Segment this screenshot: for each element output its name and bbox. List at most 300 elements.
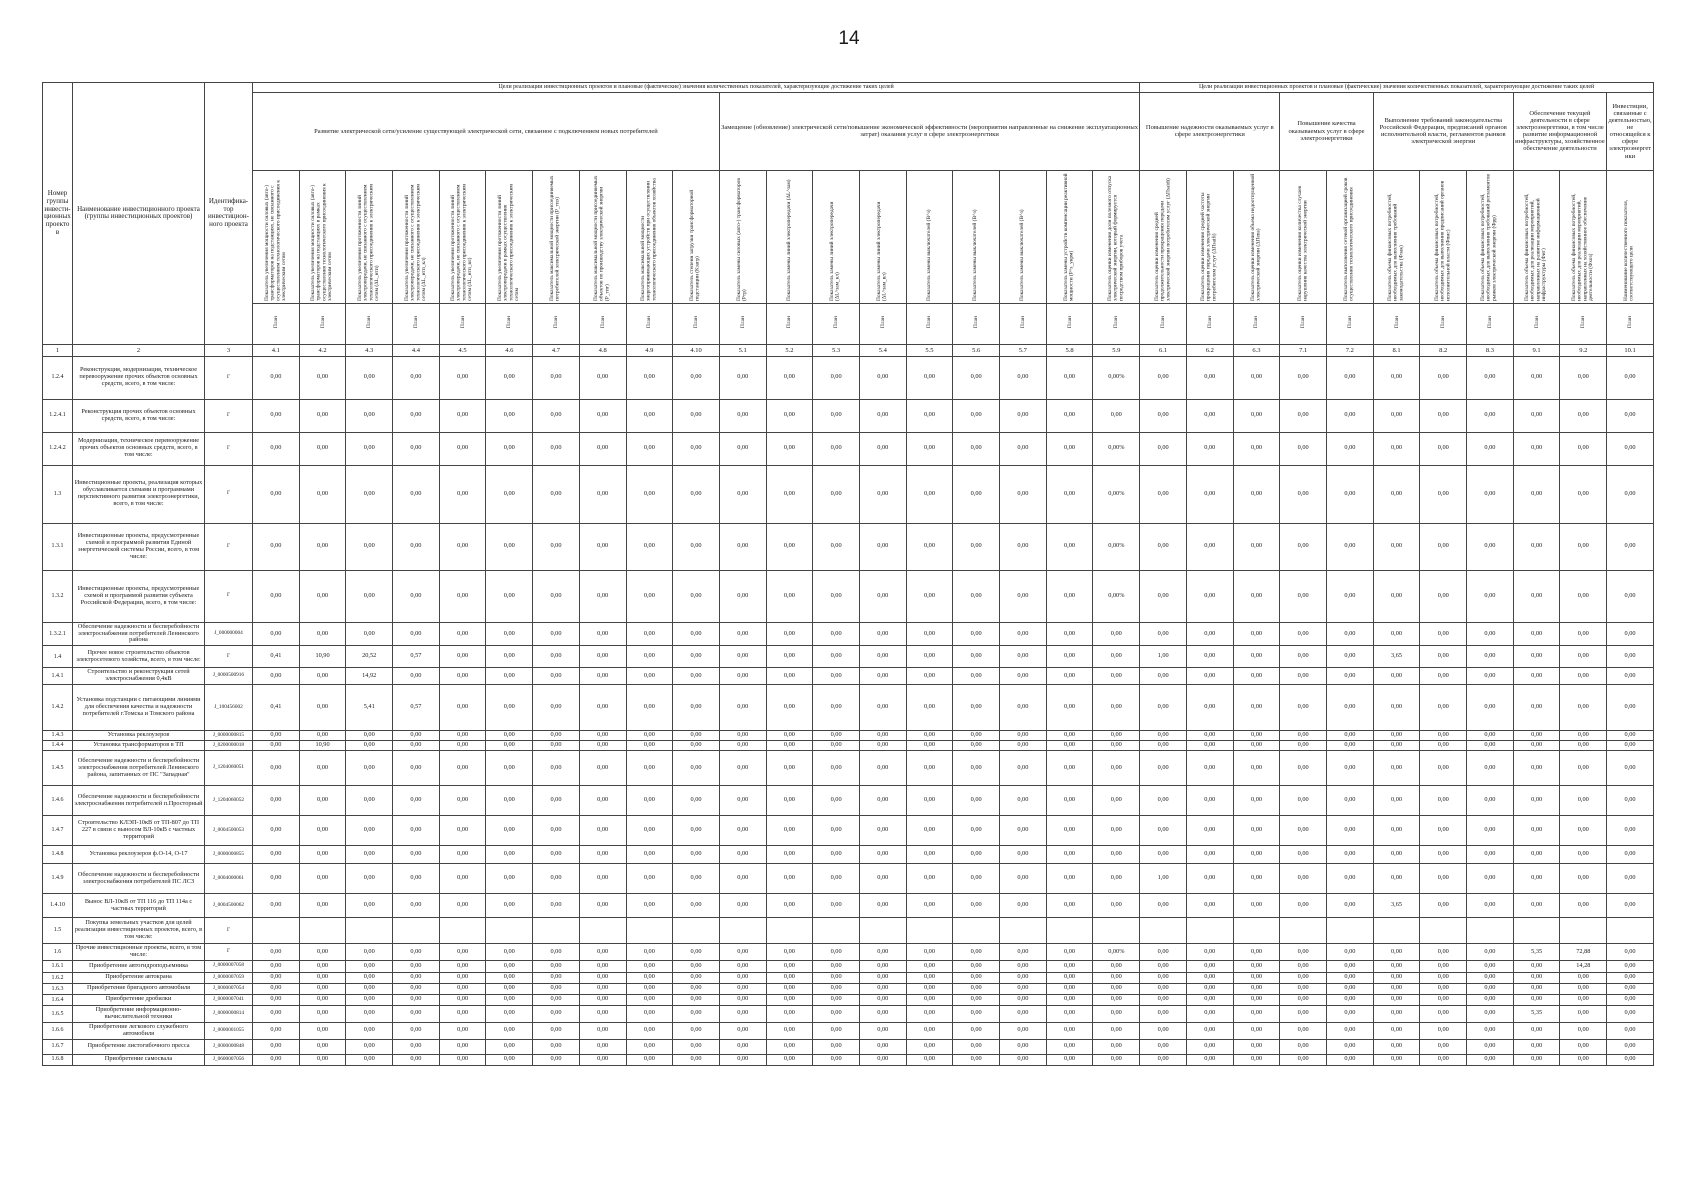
row-value: 0,00 [1186, 685, 1233, 731]
row-value: 0,00 [953, 731, 1000, 741]
row-value: 0,00 [1000, 994, 1047, 1005]
row-value: 0,00 [1280, 646, 1327, 668]
row-value: 0,00 [766, 1054, 813, 1065]
row-value: 0,00 [1186, 1005, 1233, 1022]
row-value: 0,00 [1420, 894, 1467, 918]
row-value: 0,00 [1280, 816, 1327, 846]
row-value: 0,00 [1233, 646, 1280, 668]
row-value: 0,00 [1467, 864, 1514, 894]
row-value: 0,00 [1467, 786, 1514, 816]
header-identifier: Идентифика-тор инвестицион-ного проекта [205, 83, 253, 345]
indicator-header-label: Показатель увеличения мощности силовых (авто-) трансформаторов на подстанциях в рамках осуществления технологического присоединения к электрическим сетям [310, 182, 334, 301]
row-value: 0,00 [1513, 786, 1560, 816]
row-project-name: Приобретение автокрана [73, 972, 205, 983]
row-value: 0,00 [579, 741, 626, 751]
row-value: 0,00 [1560, 983, 1607, 994]
row-value: 0,00 [1607, 432, 1654, 465]
row-value: 0,00 [1373, 960, 1420, 972]
row-value: 0,00 [859, 972, 906, 983]
row-value: 0,00 [253, 1039, 300, 1054]
row-value: 0,00 [253, 741, 300, 751]
row-value: 0,00 [1327, 751, 1374, 786]
row-value: 0,00 [1233, 399, 1280, 432]
row-value: 0,00 [253, 356, 300, 399]
row-value: 0,00 [1093, 646, 1140, 668]
row-value: 0,00 [393, 668, 440, 685]
row-value: 0,00 [719, 894, 766, 918]
row-value: 0,00 [906, 1005, 953, 1022]
row-value: 0,00 [1607, 1054, 1654, 1065]
row-value: 0,00 [1046, 622, 1093, 646]
indicator-header-label: Показатель увеличения протяженности линий электропередачи в рамках осуществления технологического присоединения к электрическим сетям [496, 183, 520, 301]
row-identifier: J_1204060052 [205, 786, 253, 816]
row-value: 0,00 [673, 994, 720, 1005]
row-value [1140, 918, 1187, 944]
row-value: 0,00 [1280, 668, 1327, 685]
row-value: 0,00 [253, 864, 300, 894]
row-value: 0,00 [673, 399, 720, 432]
row-value: 0,00 [1513, 465, 1560, 523]
row-value: 0,00 [1186, 646, 1233, 668]
row-value: 0,00 [439, 356, 486, 399]
row-value: 0,00 [673, 983, 720, 994]
row-value: 0,00 [393, 1005, 440, 1022]
row-value: 0,00 [813, 864, 860, 894]
row-value: 0,00 [1607, 944, 1654, 961]
row-value: 0,00 [766, 399, 813, 432]
table-row [43, 960, 1654, 972]
row-value: 0,00 [299, 622, 346, 646]
row-value: 0,00 [1607, 960, 1654, 972]
row-value [626, 918, 673, 944]
row-value: 0,00 [1560, 668, 1607, 685]
row-value: 0,00 [953, 751, 1000, 786]
row-value: 0,00 [439, 983, 486, 994]
row-value: 0,00 [346, 523, 393, 570]
row-value: 0,00 [1420, 786, 1467, 816]
header-goals-b: Цели реализации инвестиционных проектов и плановые (фактические) значения количественных показателей, характеризующие достижение таких целей [1140, 83, 1654, 93]
row-value: 0,00 [1373, 741, 1420, 751]
row-value: 0,00 [953, 646, 1000, 668]
row-value: 0,00 [1467, 1005, 1514, 1022]
row-value: 0,00 [906, 356, 953, 399]
row-value: 0,00 [1560, 994, 1607, 1005]
row-value: 0,00 [1607, 356, 1654, 399]
row-value: 0,00 [1140, 1022, 1187, 1039]
row-value: 0,00 [439, 846, 486, 864]
row-value: 0,00 [1233, 622, 1280, 646]
row-value: 0,00 [1233, 523, 1280, 570]
row-value: 0,00 [299, 570, 346, 622]
row-value: 0,00 [1607, 646, 1654, 668]
row-value: 0,00 [906, 399, 953, 432]
indicator-header-label: Показатель объема финансовых потребностей, необходимых для реализации мероприятий, направленных на хозяйственное обеспечение деятельности (Фхоз) [1570, 193, 1594, 301]
row-value: 0,00 [1327, 1022, 1374, 1039]
row-value: 20,52 [346, 646, 393, 668]
row-value: 0,00 [579, 523, 626, 570]
row-value: 0,00 [1000, 731, 1047, 741]
row-value: 0,00 [1046, 972, 1093, 983]
row-value: 0,00 [299, 972, 346, 983]
row-value: 0,00 [439, 751, 486, 786]
row-value: 5,41 [346, 685, 393, 731]
row-value: 0,00 [1000, 1039, 1047, 1054]
row-value: 0,00 [1140, 786, 1187, 816]
row-value: 0,00 [1513, 399, 1560, 432]
row-value: 0,00 [766, 1005, 813, 1022]
row-value: 0,00 [299, 983, 346, 994]
row-value: 0,00 [953, 944, 1000, 961]
plan-label: План [973, 316, 980, 329]
row-value: 0,00 [766, 983, 813, 994]
row-value: 0,00 [1280, 731, 1327, 741]
row-value: 0,00 [1000, 646, 1047, 668]
row-value: 0,00 [393, 399, 440, 432]
row-value: 0,00 [1513, 570, 1560, 622]
row-value: 0,00 [579, 685, 626, 731]
row-value: 0,00 [299, 960, 346, 972]
row-value: 0,00 [1000, 816, 1047, 846]
row-value: 0,00 [1420, 356, 1467, 399]
plan-label: План [786, 316, 793, 329]
plan-header [953, 303, 1000, 344]
row-value: 0,00 [1186, 786, 1233, 816]
row-value: 0,00 [673, 816, 720, 846]
row-value: 0,00 [1560, 432, 1607, 465]
column-number: 4.1 [253, 344, 300, 356]
row-value: 0,00 [1046, 994, 1093, 1005]
row-value: 0,00 [1186, 1039, 1233, 1054]
row-value: 0,00 [1467, 751, 1514, 786]
row-value: 0,00 [1467, 1054, 1514, 1065]
row-value: 0,00 [533, 622, 580, 646]
row-identifier: J_0000001055 [205, 1022, 253, 1039]
row-value: 0,00 [859, 786, 906, 816]
row-value: 0,00 [1373, 751, 1420, 786]
table-row [43, 918, 1654, 944]
row-value: 0,00 [1046, 960, 1093, 972]
row-value: 0,00 [813, 622, 860, 646]
row-value: 0,00 [1327, 731, 1374, 741]
row-value: 0,00 [1186, 994, 1233, 1005]
row-value: 0,00 [1513, 972, 1560, 983]
row-project-name: Обеспечение надежности и бесперебойности электроснабжения потребителей Ленинского района, запитанных от ПС "Западная" [73, 751, 205, 786]
row-value: 0,00 [859, 685, 906, 731]
row-number: 1.4.5 [43, 751, 73, 786]
row-value: 0,00 [1467, 432, 1514, 465]
row-value: 0,00 [1000, 432, 1047, 465]
row-value: 0,00 [1046, 786, 1093, 816]
row-value: 0,00 [1420, 1039, 1467, 1054]
row-value: 0,00 [439, 741, 486, 751]
column-number: 6.2 [1186, 344, 1233, 356]
row-value: 0,00 [1373, 972, 1420, 983]
row-value: 0,00 [1420, 751, 1467, 786]
row-value: 0,00 [346, 570, 393, 622]
row-value: 0,00 [253, 523, 300, 570]
row-value: 0,00 [906, 731, 953, 741]
row-value: 0,00 [533, 1039, 580, 1054]
indicator-header [253, 170, 300, 303]
indicator-header-label: Показатель замены выключателей (В^з) [972, 209, 979, 301]
row-value: 0,00 [439, 622, 486, 646]
row-value: 0,00 [626, 972, 673, 983]
table-row [43, 685, 1654, 731]
plan-label: План [319, 316, 326, 329]
row-value: 0,00 [1607, 864, 1654, 894]
row-value: 0,00 [1467, 960, 1514, 972]
row-value: 0,00 [1046, 1005, 1093, 1022]
row-value: 0,00 [813, 356, 860, 399]
row-value: 0,00 [579, 894, 626, 918]
row-value: 3,65 [1373, 646, 1420, 668]
row-value: 0,00 [1373, 786, 1420, 816]
header-subgroup-g2: Замещение (обновление) электрической сети/повышение экономической эффективности (мероприятия направленные на снижение эксплуатационных затрат) оказания услуг в сфере электроэнергетики [719, 92, 1139, 170]
plan-label: План [1113, 316, 1120, 329]
header-project-name: Наименование инвестиционного проекта (группы инвестиционных проектов) [73, 83, 205, 345]
row-value: 0,00 [859, 1005, 906, 1022]
row-number: 1.2.4.2 [43, 432, 73, 465]
row-value [1093, 918, 1140, 944]
header-subgroup-g7: Инвестиции, связанные с деятельностью, не относящейся к сфере электроэнергетики [1607, 92, 1654, 170]
row-value: 0,00 [1093, 751, 1140, 786]
row-value: 0,00 [1420, 622, 1467, 646]
row-value: 0,00 [1233, 731, 1280, 741]
plan-header [393, 303, 440, 344]
row-value: 0,00 [1327, 960, 1374, 972]
row-identifier: Г [205, 570, 253, 622]
row-value: 0,00 [626, 432, 673, 465]
row-value: 0,00 [859, 960, 906, 972]
plan-header [1000, 303, 1047, 344]
row-value: 0,00 [766, 751, 813, 786]
row-value: 0,00 [766, 523, 813, 570]
row-value: 0,00 [1467, 685, 1514, 731]
header-subgroup-g4: Повышение качества оказываемых услуг в сфере электроэнергетики [1280, 92, 1373, 170]
row-value: 0,00 [626, 1022, 673, 1039]
row-value: 0,00 [579, 465, 626, 523]
row-number: 1.4.8 [43, 846, 73, 864]
indicator-header-label: Показатель замены устройств компенсации реактивной мощности (Р^з_укрм) [1062, 173, 1075, 301]
investment-table [42, 82, 1654, 1066]
indicator-header-label: Показатель замены линий электропередачи (ΔL^зам) [785, 179, 792, 301]
plan-header [1327, 303, 1374, 344]
plan-label: План [506, 316, 513, 329]
row-value: 0,57 [393, 685, 440, 731]
row-value: 0,00 [486, 399, 533, 432]
row-value: 0,00 [1327, 465, 1374, 523]
row-value: 0,00 [1420, 960, 1467, 972]
row-value: 0,00 [486, 741, 533, 751]
row-identifier: J_0000000815 [205, 731, 253, 741]
plan-header [626, 303, 673, 344]
row-value: 0,00 [1233, 864, 1280, 894]
row-value [906, 918, 953, 944]
row-value: 0,00 [1140, 523, 1187, 570]
row-value: 0,00 [1607, 731, 1654, 741]
column-number: 4.6 [486, 344, 533, 356]
row-value: 0,00 [953, 972, 1000, 983]
row-value: 0,00 [1046, 751, 1093, 786]
plan-header [1467, 303, 1514, 344]
row-number: 1.4.3 [43, 731, 73, 741]
plan-label: План [412, 316, 419, 329]
row-value: 0,00 [346, 894, 393, 918]
indicator-header-label: Показатель выполнения сетевой организацией сроков осуществления технологического присоединения [1343, 177, 1355, 301]
row-value: 1,00 [1140, 864, 1187, 894]
row-identifier: J_0000007054 [205, 983, 253, 994]
row-value: 0,00 [719, 1022, 766, 1039]
row-value: 0,00 [953, 432, 1000, 465]
plan-label: План [739, 316, 746, 329]
row-value: 0,00 [766, 432, 813, 465]
row-value: 0,00 [1186, 864, 1233, 894]
row-value: 0,00 [253, 960, 300, 972]
row-value [1560, 918, 1607, 944]
indicator-header-label: Показатель оценки изменения средней частоты прекращения передачи электрической энергии потребителям услуг (ΔПsaifi) [1200, 192, 1218, 301]
column-number: 10.1 [1607, 344, 1654, 356]
row-value [1000, 918, 1047, 944]
row-value: 0,00 [906, 751, 953, 786]
row-value: 0,00 [1280, 972, 1327, 983]
row-value: 0,00 [299, 864, 346, 894]
indicator-header-label: Показатель оценки изменения количества случаев нарушения качества электрической энергии [1296, 185, 1309, 301]
row-project-name: Приобретение информационно-вычислительной техники [73, 1005, 205, 1022]
row-value: 0,00 [1513, 1054, 1560, 1065]
row-value: 0,00 [1327, 356, 1374, 399]
plan-label: План [1160, 316, 1167, 329]
row-value: 0,00 [1373, 685, 1420, 731]
row-value: 0,00 [626, 356, 673, 399]
row-value: 0,00 [1420, 1005, 1467, 1022]
row-value: 0,00 [439, 960, 486, 972]
indicator-header [719, 170, 766, 303]
row-value: 0,00 [953, 570, 1000, 622]
row-value: 0,00 [766, 960, 813, 972]
column-number: 7.1 [1280, 344, 1327, 356]
row-project-name: Вынос ВЛ-10кВ от ТП 116 до ТП 114а с частных территорий [73, 894, 205, 918]
row-project-name: Прочее новое строительство объектов электросетевого хозяйства, всего, в том числе: [73, 646, 205, 668]
row-value: 0,00 [533, 731, 580, 741]
row-value: 0,00 [486, 1005, 533, 1022]
row-value: 0,00 [393, 1039, 440, 1054]
row-value: 0,00 [393, 465, 440, 523]
row-value: 0,00 [906, 741, 953, 751]
row-value: 0,00 [1233, 972, 1280, 983]
row-value: 0,00 [439, 399, 486, 432]
row-value: 0,00 [719, 983, 766, 994]
row-value: 0,00 [1467, 668, 1514, 685]
row-value: 0,00 [1373, 864, 1420, 894]
table-row [43, 622, 1654, 646]
column-number: 8.2 [1420, 344, 1467, 356]
row-value: 0,00 [253, 1022, 300, 1039]
plan-label: План [1346, 316, 1353, 329]
row-value: 0,00 [906, 668, 953, 685]
row-value: 0,00 [1000, 1005, 1047, 1022]
row-identifier: J_0000007059 [205, 972, 253, 983]
plan-header [766, 303, 813, 344]
row-value: 0,00 [486, 570, 533, 622]
row-value: 0,00 [346, 864, 393, 894]
indicator-header [299, 170, 346, 303]
row-value: 0,00 [719, 972, 766, 983]
row-identifier: J_0000000848 [205, 1039, 253, 1054]
row-value: 0,57 [393, 646, 440, 668]
indicator-header [906, 170, 953, 303]
row-value: 0,00 [719, 846, 766, 864]
row-number: 1.4.1 [43, 668, 73, 685]
row-value: 0,00 [673, 864, 720, 894]
row-value: 0,00 [1467, 570, 1514, 622]
indicator-header [1560, 170, 1607, 303]
indicator-header-label: Показатель увеличения мощности силовых (авто-) трансформаторов на подстанциях, не связанного с осуществлением технологического присоединения к электрическим сетям [263, 179, 287, 301]
indicator-header [1233, 170, 1280, 303]
column-number: 9.2 [1560, 344, 1607, 356]
row-value: 0,00 [813, 1005, 860, 1022]
row-value: 0,00 [859, 1022, 906, 1039]
row-value: 0,00 [486, 646, 533, 668]
plan-label: План [1066, 316, 1073, 329]
row-value: 0,00 [346, 972, 393, 983]
row-value: 0,00 [1560, 816, 1607, 846]
table-row [43, 668, 1654, 685]
table-row [43, 646, 1654, 668]
row-value: 0,00 [1280, 685, 1327, 731]
row-value: 0,00 [1373, 816, 1420, 846]
row-value: 0,00 [1140, 399, 1187, 432]
row-value: 0,00 [813, 685, 860, 731]
row-value: 0,00 [1000, 741, 1047, 751]
row-value: 0,00 [953, 983, 1000, 994]
row-value: 0,00 [1607, 1005, 1654, 1022]
row-value [1467, 918, 1514, 944]
row-value: 0,00 [626, 1054, 673, 1065]
row-value: 0,00 [673, 432, 720, 465]
row-value: 0,00 [1373, 944, 1420, 961]
row-value: 0,00 [953, 523, 1000, 570]
row-value [486, 918, 533, 944]
row-value: 0,00 [673, 668, 720, 685]
row-value: 0,00 [1046, 523, 1093, 570]
row-value: 0,00 [439, 994, 486, 1005]
row-value: 0,00 [626, 944, 673, 961]
plan-header [1513, 303, 1560, 344]
row-value: 0,00 [1607, 994, 1654, 1005]
row-value: 0,00 [346, 622, 393, 646]
row-value: 0,00 [626, 523, 673, 570]
row-value: 0,00 [626, 751, 673, 786]
row-value: 0,00 [1607, 622, 1654, 646]
row-value: 0,00 [1000, 685, 1047, 731]
row-value: 0,00 [579, 816, 626, 846]
row-value [253, 918, 300, 944]
row-value: 0,00 [673, 751, 720, 786]
row-value: 0,00 [486, 983, 533, 994]
row-value: 0,00 [299, 1022, 346, 1039]
row-value: 0,00 [299, 432, 346, 465]
plan-label: План [1206, 316, 1213, 329]
row-value: 0,00 [1560, 622, 1607, 646]
row-identifier: Г [205, 356, 253, 399]
row-value: 0,00 [579, 668, 626, 685]
row-value: 0,00 [626, 894, 673, 918]
row-value: 0,00 [393, 570, 440, 622]
indicator-header [1046, 170, 1093, 303]
row-value: 0,00 [953, 741, 1000, 751]
row-identifier: Г [205, 399, 253, 432]
row-value: 0,00 [1093, 741, 1140, 751]
